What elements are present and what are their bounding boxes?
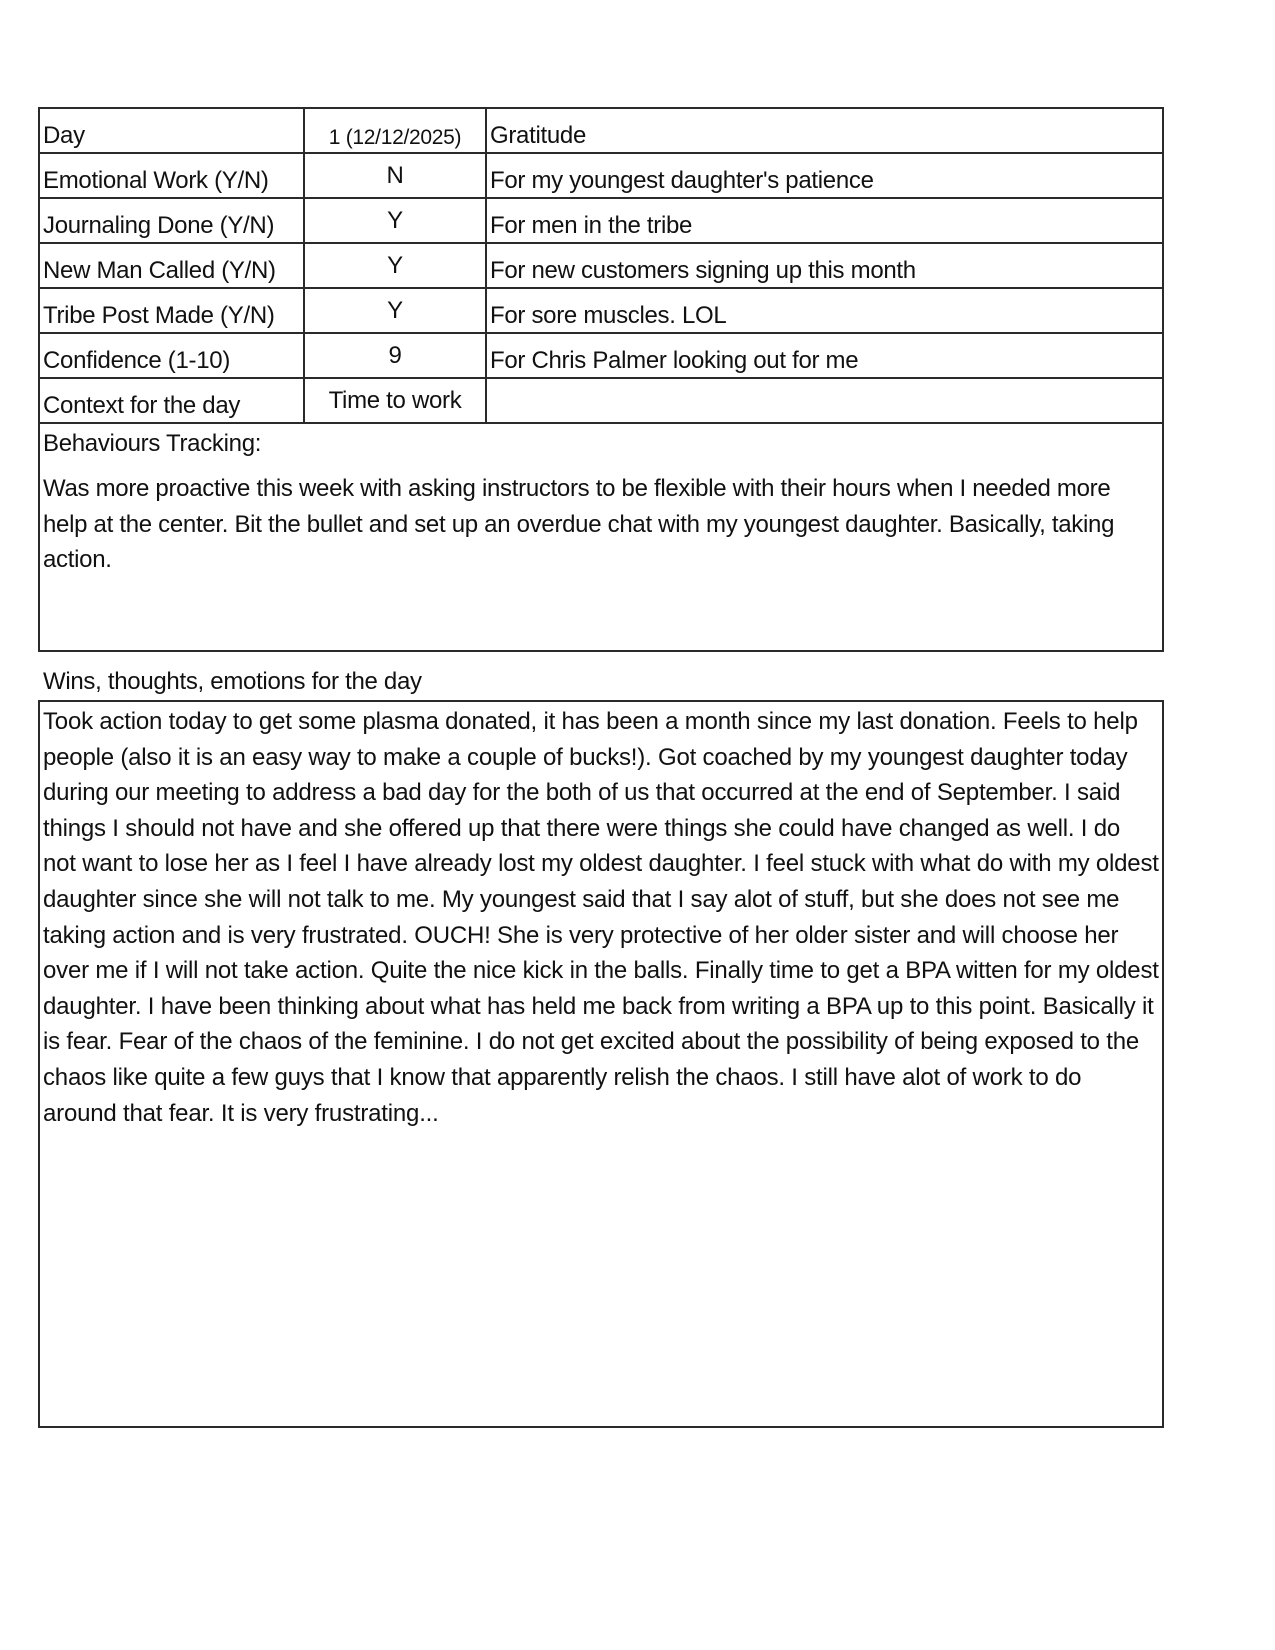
row-label: Context for the day	[40, 379, 305, 422]
row-label: Day	[40, 109, 305, 152]
gratitude-item: For Chris Palmer looking out for me	[490, 347, 859, 374]
behaviours-title: Behaviours Tracking:	[43, 430, 262, 457]
tracker-row-confidence	[40, 334, 1162, 379]
row-value: Y	[305, 289, 487, 332]
gratitude-item: For men in the tribe	[490, 212, 693, 239]
gratitude-item: For my youngest daughter's patience	[490, 167, 874, 194]
day-value: 1 (12/12/2025)	[305, 109, 487, 152]
gratitude-header: Gratitude	[490, 122, 587, 149]
row-label: Tribe Post Made (Y/N)	[40, 289, 305, 332]
tracker-row-new-man-called	[40, 244, 1162, 289]
row-value: N	[305, 154, 487, 197]
row-label: New Man Called (Y/N)	[40, 244, 305, 287]
tracker-row-context	[40, 379, 1162, 424]
wins-label: Wins, thoughts, emotions for the day	[43, 668, 422, 695]
wins-text: Took action today to get some plasma donated, it has been a month since my last donation. Feels to help people (also it is an easy way to make a couple of bucks!). Got coached by my youngest daughter today during our meeting to address a bad day for the both of us that occurred at the end of September. I said things I should not have and she offered up that there were things she could have changed as well. I do not want to lose her as I feel I have already lost my oldest daughter. I feel stuck with what do with my oldest daughter since she will not talk to me. My youngest said that I say alot of stuff, but she does not see me taking action and is very frustrated. OUCH! She is very protective of her older sister and will choose her over me if I will not take action. Quite the nice kick in the balls. Finally time to get a BPA witten for my oldest daughter. I have been thinking about what has held me back from writing a BPA up to this point. Basically it is fear. Fear of the chaos of the feminine. I do not get excited about the possibility of being exposed to the chaos like quite a few guys that I know that apparently relish the chaos. I still have alot of work to do around that fear. It is very frustrating...	[43, 708, 1159, 1127]
row-label: Journaling Done (Y/N)	[40, 199, 305, 242]
gratitude-item: For new customers signing up this month	[490, 257, 916, 284]
row-value: Y	[305, 244, 487, 287]
wins-box	[38, 700, 1164, 1428]
row-value: 9	[305, 334, 487, 377]
tracker-row-day	[40, 109, 1162, 154]
gratitude-item	[487, 379, 1162, 422]
tracker-row-journaling	[40, 199, 1162, 244]
row-label: Emotional Work (Y/N)	[40, 154, 305, 197]
tracker-table	[38, 107, 1164, 424]
tracker-row-emotional-work	[40, 154, 1162, 199]
behaviours-text: Was more proactive this week with asking instructors to be flexible with their hours when I needed more help at the center. Bit the bullet and set up an overdue chat with my youngest daughter. Basically, taking action.	[43, 475, 1115, 573]
row-label: Confidence (1-10)	[40, 334, 305, 377]
gratitude-item: For sore muscles. LOL	[490, 302, 727, 329]
row-value: Y	[305, 199, 487, 242]
row-value: Time to work	[305, 379, 487, 422]
daily-tracker-sheet	[38, 107, 1164, 652]
behaviours-section	[38, 424, 1164, 652]
tracker-row-tribe-post	[40, 289, 1162, 334]
